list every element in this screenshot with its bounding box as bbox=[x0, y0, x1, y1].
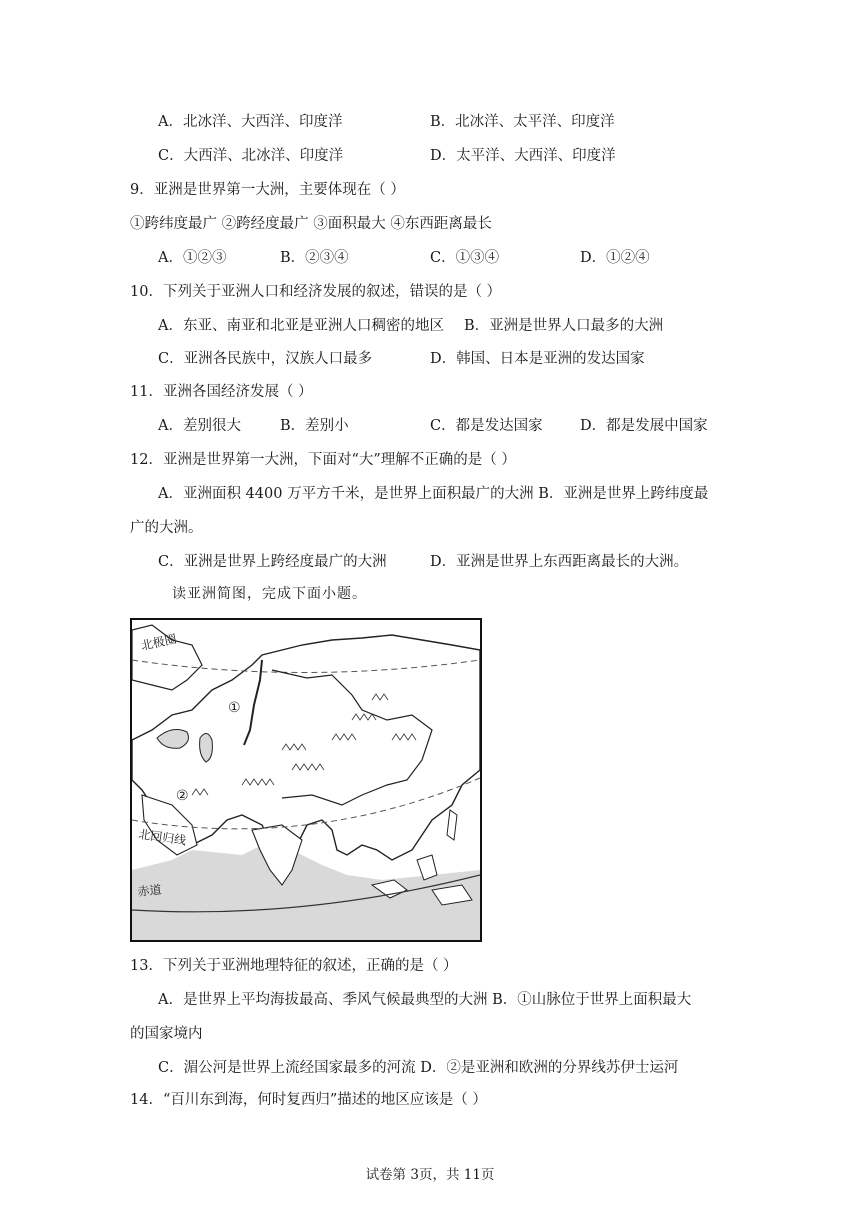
q13-option-a-b: A．是世界上平均海拔最高、季风气候最典型的大洲 B．①山脉位于世界上面积最大 bbox=[158, 992, 692, 1008]
tropic-label: 北回归线 bbox=[137, 827, 188, 848]
q12-option-a-continued: 广的大洲。 bbox=[130, 520, 203, 536]
q14-stem: 14．“百川东到海，何时复西归”描述的地区应该是（ ） bbox=[130, 1092, 487, 1108]
equator-label: 赤道 bbox=[136, 882, 163, 899]
q8-option-c: C．大西洋、北冰洋、印度洋 bbox=[158, 148, 344, 164]
q11-option-d: D．都是发展中国家 bbox=[580, 418, 708, 434]
q9-option-d: D．①②④ bbox=[580, 250, 650, 266]
asia-map bbox=[130, 618, 482, 942]
q11-stem: 11．亚洲各国经济发展（ ） bbox=[130, 384, 313, 400]
q12-option-d: D．亚洲是世界上东西距离最长的大洲。 bbox=[430, 554, 689, 570]
arctic-circle-label: 北极圈 bbox=[139, 631, 178, 653]
q13-option-a-continued: 的国家境内 bbox=[130, 1026, 203, 1042]
q10-option-d: D．韩国、日本是亚洲的发达国家 bbox=[430, 351, 645, 367]
q12-option-c: C．亚洲是世界上跨经度最广的大洲 bbox=[158, 554, 387, 570]
marker-1: ① bbox=[228, 700, 241, 716]
q9-stem: 9．亚洲是世界第一大洲，主要体现在（ ） bbox=[130, 182, 405, 198]
q9-statements: ①跨纬度最广 ②跨经度最广 ③面积最大 ④东西距离最长 bbox=[130, 216, 492, 232]
asia-map-figure bbox=[132, 620, 480, 940]
marker-2: ② bbox=[176, 788, 189, 804]
q10-option-b: B．亚洲是世界人口最多的大洲 bbox=[464, 318, 664, 334]
q8-option-d: D．太平洋、大西洋、印度洋 bbox=[430, 148, 616, 164]
q12-stem: 12．亚洲是世界第一大洲，下面对“大”理解不正确的是（ ） bbox=[130, 452, 516, 468]
map-intro: 读亚洲简图，完成下面小题。 bbox=[172, 586, 367, 602]
q9-option-a: A．①②③ bbox=[158, 250, 227, 266]
q9-option-c: C．①③④ bbox=[430, 250, 500, 266]
q11-option-b: B．差别小 bbox=[280, 418, 349, 434]
q8-option-a: A．北冰洋、大西洋、印度洋 bbox=[158, 114, 343, 130]
q13-option-c-d: C．湄公河是世界上流经国家最多的河流 D．②是亚洲和欧洲的分界线苏伊士运河 bbox=[158, 1060, 679, 1076]
q11-option-a: A．差别很大 bbox=[158, 418, 241, 434]
q11-option-c: C．都是发达国家 bbox=[430, 418, 543, 434]
q9-option-b: B．②③④ bbox=[280, 250, 349, 266]
page-footer: 试卷第 3页，共 11页 bbox=[365, 1167, 495, 1183]
q12-option-a-b: A．亚洲面积 4400 万平方千米，是世界上面积最广的大洲 B．亚洲是世界上跨纬度最 bbox=[158, 486, 709, 502]
q13-stem: 13．下列关于亚洲地理特征的叙述，正确的是（ ） bbox=[130, 958, 458, 974]
q10-option-a: A．东亚、南亚和北亚是亚洲人口稠密的地区 bbox=[158, 318, 444, 334]
island bbox=[447, 810, 457, 840]
q10-stem: 10．下列关于亚洲人口和经济发展的叙述，错误的是（ ） bbox=[130, 284, 502, 300]
q10-option-c: C．亚洲各民族中，汉族人口最多 bbox=[158, 351, 373, 367]
q8-option-b: B．北冰洋、太平洋、印度洋 bbox=[430, 114, 615, 130]
